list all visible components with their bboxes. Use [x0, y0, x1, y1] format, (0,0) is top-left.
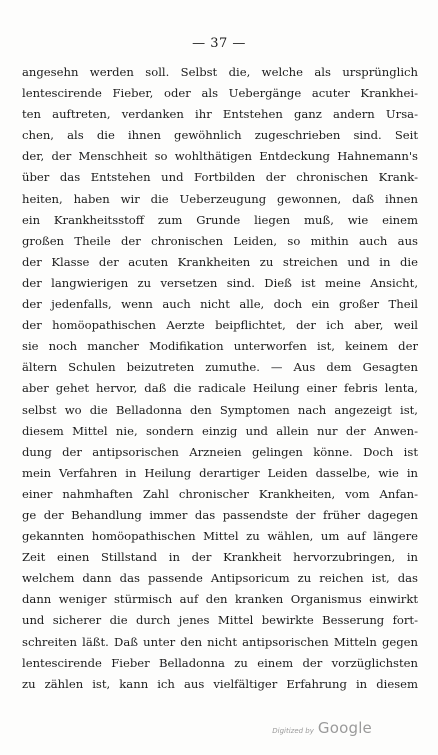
text-line: über das Entstehen und Fortbilden der chronischen Krank- [22, 170, 418, 185]
text-line: der langwierigen zu versetzen sind. Dieß ist meine Ansicht, [22, 275, 418, 290]
text-line: lentescirende Fieber Belladonna zu einem der vorzüglichsten [22, 655, 418, 670]
text-line: mein Verfahren in Heilung derartiger Leiden dasselbe, wie in [22, 465, 418, 480]
text-line: der Klasse der acuten Krankheiten zu streichen und in die [22, 254, 418, 269]
text-line: schreiten läßt. Daß unter den nicht antipsorischen Mitteln gegen [22, 634, 418, 649]
text-line: der homöopathischen Aerzte beipflichtet, der ich aber, weil [22, 318, 418, 333]
text-line: ein Krankheitsstoff zum Grunde liegen muß, wie einem [22, 212, 418, 227]
google-logo: Google [317, 719, 372, 737]
text-line: Zeit einen Stillstand in der Krankheit hervorzubringen, in [22, 550, 418, 565]
page-number: — 37 — [192, 36, 246, 51]
text-line: angesehn werden soll. Selbst die, welche als ursprünglich [22, 65, 418, 79]
text-line: einer nahmhaften Zahl chronischer Krankheiten, vom Anfan- [22, 486, 418, 501]
text-line: der, der Menschheit so wohlthätigen Entdeckung Hahnemann's [22, 149, 418, 164]
text-line: welchem dann das passende Antipsoricum zu reichen ist, das [22, 571, 418, 586]
text-line: und sicherer die durch jenes Mittel bewirkte Besserung fort- [22, 613, 418, 628]
digitized-label: Digitized by [272, 727, 314, 735]
text-line: ten auftreten, verdanken ihr Entstehen ganz andern Ursa- [22, 107, 418, 122]
text-line: ge der Behandlung immer das passendste der früher dagegen [22, 507, 418, 522]
text-line: zu zählen ist, kann ich aus vielfältiger Erfahrung in diesem [22, 676, 418, 691]
text-line: lentescirende Fieber, oder als Uebergänge acuter Krankhei- [22, 86, 418, 101]
text-line: aber gehet hervor, daß die radicale Heilung einer febris lenta, [22, 381, 418, 396]
text-line: chen, als die ihnen gewöhnlich zugeschrieben sind. Seit [22, 128, 418, 143]
text-line: selbst wo die Belladonna den Symptomen nach angezeigt ist, [22, 402, 418, 417]
text-line: heiten, haben wir die Ueberzeugung gewonnen, daß ihnen [22, 191, 418, 206]
text-line: dung der antipsorischen Arzneien gelingen könne. Doch ist [22, 444, 418, 459]
text-line: gekannten homöopathischen Mittel zu wählen, um auf längere [22, 529, 418, 544]
text-line: diesem Mittel nie, sondern einzig und allein nur der Anwen- [22, 423, 418, 438]
text-line: der jedenfalls, wenn auch nicht alle, doch ein großer Theil [22, 297, 418, 312]
text-line: sie noch mancher Modifikation unterworfen ist, keinem der [22, 339, 418, 354]
body-text [22, 62, 418, 695]
google-watermark [272, 719, 372, 737]
text-line: ältern Schulen beizutreten zumuthe. — Aus dem Gesagten [22, 360, 418, 375]
text-line: dann weniger stürmisch auf den kranken Organismus einwirkt [22, 592, 418, 607]
text-line: großen Theile der chronischen Leiden, so mithin auch aus [22, 233, 418, 248]
